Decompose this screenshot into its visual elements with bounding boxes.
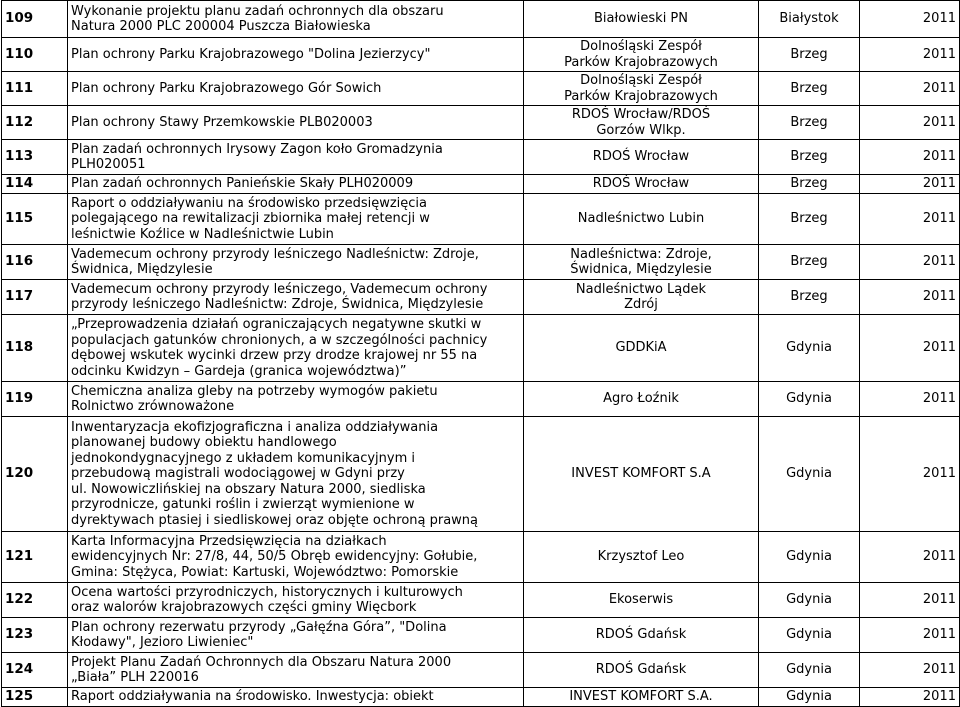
row-title: „Przeprowadzenia działań ograniczających negatywne skutki w populacjach gatunków chronionych, a w szczególności pachnicy dębowej wskutek wycinki drzew przy drodze krajowej nr 55 na odcinku Kwidzyn – Gardeja (granica województwa)” <box>68 315 524 382</box>
row-title: Plan ochrony Parku Krajobrazowego "Dolina Jezierzycy" <box>68 38 524 72</box>
row-title: Plan ochrony Parku Krajobrazowego Gór Sowich <box>68 72 524 106</box>
table-row <box>2 245 960 280</box>
row-author: RDOŚ Gdańsk <box>524 618 759 653</box>
table-row <box>2 583 960 618</box>
row-title: Karta Informacyjna Przedsięwzięcia na działkach ewidencyjnych Nr: 27/8, 44, 50/5 Obręb ewidencyjny: Gołubie, Gmina: Stężyca, Powiat: Kartuski, Województwo: Pomorskie <box>68 532 524 583</box>
row-title: Inwentaryzacja ekofizjograficzna i analiza oddziaływania planowanej budowy obiektu handlowego jednokondygnacyjnego z układem komunikacyjnym i przebudową magistrali wodociągowej w Gdyni przy ul. Nowowiczlińskiej na obszary Natura 2000, siedliska przyrodnicze, gatunki roślin i zwierząt wymienione w dyrektywach ptasiej i siedliskowej oraz objęte ochroną prawną <box>68 417 524 532</box>
row-number: 113 <box>2 140 68 175</box>
row-year: 2011 <box>860 194 960 245</box>
row-number: 125 <box>2 688 68 707</box>
row-city: Brzeg <box>759 38 860 72</box>
row-number: 120 <box>2 417 68 532</box>
row-city: Brzeg <box>759 245 860 280</box>
table-body <box>2 1 960 707</box>
table-row <box>2 38 960 72</box>
row-title: Plan zadań ochronnych Panieńskie Skały PLH020009 <box>68 175 524 194</box>
table-row <box>2 140 960 175</box>
row-title: Raport o oddziaływaniu na środowisko przedsięwzięcia polegającego na rewitalizacji zbiornika małej retencji w leśnictwie Koźlice w Nadleśnictwie Lubin <box>68 194 524 245</box>
row-city: Gdynia <box>759 382 860 417</box>
row-author: Krzysztof Leo <box>524 532 759 583</box>
row-number: 119 <box>2 382 68 417</box>
row-author: RDOŚ Gdańsk <box>524 653 759 688</box>
row-year: 2011 <box>860 532 960 583</box>
row-title: Chemiczna analiza gleby na potrzeby wymogów pakietu Rolnictwo zrównoważone <box>68 382 524 417</box>
row-title: Projekt Planu Zadań Ochronnych dla Obszaru Natura 2000 „Biała” PLH 220016 <box>68 653 524 688</box>
row-title: Plan ochrony rezerwatu przyrody „Gałęźna Góra”, "Dolina Kłodawy", Jezioro Liwieniec" <box>68 618 524 653</box>
row-city: Brzeg <box>759 106 860 140</box>
row-number: 110 <box>2 38 68 72</box>
row-number: 115 <box>2 194 68 245</box>
row-year: 2011 <box>860 1 960 38</box>
row-title: Wykonanie projektu planu zadań ochronnych dla obszaru Natura 2000 PLC 200004 Puszcza Białowieska <box>68 1 524 38</box>
row-city: Brzeg <box>759 140 860 175</box>
row-title: Raport oddziaływania na środowisko. Inwestycja: obiekt <box>68 688 524 707</box>
row-number: 124 <box>2 653 68 688</box>
row-author: RDOŚ Wrocław <box>524 175 759 194</box>
table-row <box>2 175 960 194</box>
row-year: 2011 <box>860 245 960 280</box>
table-row <box>2 1 960 38</box>
row-number: 118 <box>2 315 68 382</box>
row-title: Plan ochrony Stawy Przemkowskie PLB020003 <box>68 106 524 140</box>
row-city: Gdynia <box>759 688 860 707</box>
row-year: 2011 <box>860 175 960 194</box>
row-city: Białystok <box>759 1 860 38</box>
row-title: Vademecum ochrony przyrody leśniczego Nadleśnictw: Zdroje, Świdnica, Międzylesie <box>68 245 524 280</box>
row-author: INVEST KOMFORT S.A. <box>524 688 759 707</box>
row-year: 2011 <box>860 106 960 140</box>
row-city: Gdynia <box>759 315 860 382</box>
table-row <box>2 194 960 245</box>
row-author: INVEST KOMFORT S.A <box>524 417 759 532</box>
row-year: 2011 <box>860 618 960 653</box>
row-year: 2011 <box>860 72 960 106</box>
row-year: 2011 <box>860 38 960 72</box>
row-number: 116 <box>2 245 68 280</box>
table-row <box>2 106 960 140</box>
row-city: Gdynia <box>759 532 860 583</box>
row-year: 2011 <box>860 140 960 175</box>
row-number: 121 <box>2 532 68 583</box>
table-row <box>2 280 960 315</box>
row-number: 117 <box>2 280 68 315</box>
row-author: RDOŚ Wrocław/RDOŚ Gorzów Wlkp. <box>524 106 759 140</box>
table-row <box>2 653 960 688</box>
row-author: Nadleśnictwo Lądek Zdrój <box>524 280 759 315</box>
row-city: Gdynia <box>759 417 860 532</box>
row-year: 2011 <box>860 417 960 532</box>
row-city: Brzeg <box>759 194 860 245</box>
row-year: 2011 <box>860 382 960 417</box>
row-author: RDOŚ Wrocław <box>524 140 759 175</box>
row-city: Brzeg <box>759 72 860 106</box>
row-city: Brzeg <box>759 175 860 194</box>
table-row <box>2 382 960 417</box>
table-row <box>2 417 960 532</box>
row-author: Białowieski PN <box>524 1 759 38</box>
row-city: Gdynia <box>759 583 860 618</box>
row-author: Nadleśnictwa: Zdroje, Świdnica, Międzylesie <box>524 245 759 280</box>
row-number: 114 <box>2 175 68 194</box>
row-title: Ocena wartości przyrodniczych, historycznych i kulturowych oraz walorów krajobrazowych części gminy Więcbork <box>68 583 524 618</box>
row-year: 2011 <box>860 315 960 382</box>
table-row <box>2 688 960 707</box>
row-year: 2011 <box>860 583 960 618</box>
row-author: Ekoserwis <box>524 583 759 618</box>
row-author: Agro Łoźnik <box>524 382 759 417</box>
row-number: 111 <box>2 72 68 106</box>
row-author: Nadleśnictwo Lubin <box>524 194 759 245</box>
row-year: 2011 <box>860 653 960 688</box>
row-author: Dolnośląski Zespół Parków Krajobrazowych <box>524 72 759 106</box>
row-number: 122 <box>2 583 68 618</box>
row-year: 2011 <box>860 280 960 315</box>
table-row <box>2 72 960 106</box>
row-number: 112 <box>2 106 68 140</box>
table-row <box>2 532 960 583</box>
document-table <box>1 0 960 707</box>
row-city: Gdynia <box>759 618 860 653</box>
row-title: Vademecum ochrony przyrody leśniczego, Vademecum ochrony przyrody leśniczego Nadleśnictw: Zdroje, Świdnica, Międzylesie <box>68 280 524 315</box>
row-year: 2011 <box>860 688 960 707</box>
table-row <box>2 618 960 653</box>
row-title: Plan zadań ochronnych Irysowy Zagon koło Gromadzynia PLH020051 <box>68 140 524 175</box>
row-author: Dolnośląski Zespół Parków Krajobrazowych <box>524 38 759 72</box>
table-row <box>2 315 960 382</box>
row-author: GDDKiA <box>524 315 759 382</box>
row-city: Brzeg <box>759 280 860 315</box>
row-number: 123 <box>2 618 68 653</box>
row-city: Gdynia <box>759 653 860 688</box>
row-number: 109 <box>2 1 68 38</box>
